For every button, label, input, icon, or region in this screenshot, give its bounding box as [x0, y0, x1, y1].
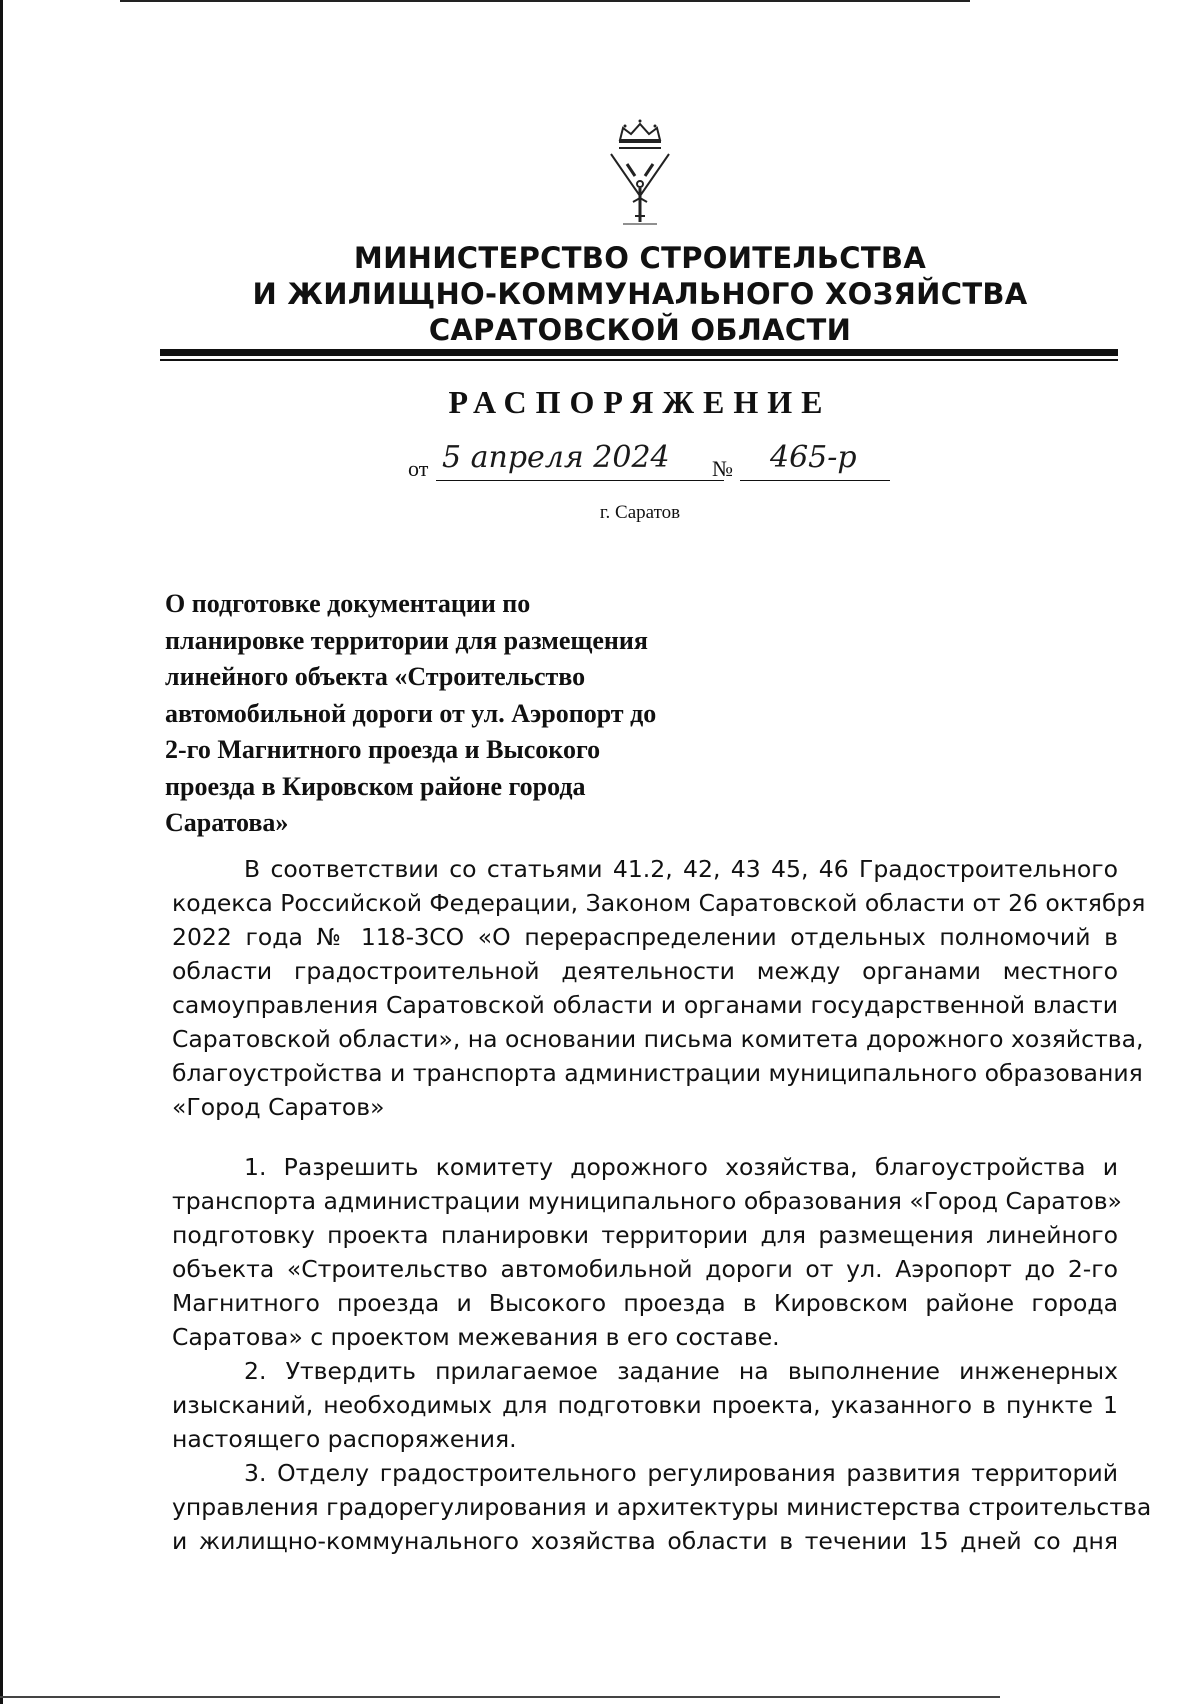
text-line: 2. Утвердить прилагаемое задание на выполнение инженерных: [244, 1357, 1118, 1385]
order-item-2: [172, 1354, 1118, 1456]
handwritten-number: 465-р: [770, 440, 857, 475]
text-line: настоящего распоряжения.: [172, 1425, 517, 1453]
text-line: 1. Разрешить комитету дорожного хозяйства, благоустройства и: [244, 1153, 1118, 1181]
text-line: благоустройства и транспорта администрации муниципального образования: [172, 1059, 1143, 1087]
header-rule-thin: [160, 359, 1118, 361]
text-line: кодекса Российской Федерации, Законом Саратовской области от 26 октября: [172, 889, 1146, 917]
text-line: Саратовской области», на основании письма комитета дорожного хозяйства,: [172, 1025, 1144, 1053]
document-type: РАСПОРЯЖЕНИЕ: [448, 384, 832, 420]
handwritten-date: 5 апреля 2024: [442, 440, 670, 475]
text-line: В соответствии со статьями 41.2, 42, 43 45, 46 Градостроительного: [244, 855, 1118, 883]
city-of-issue: г. Саратов: [599, 502, 681, 523]
ministry-line: И ЖИЛИЩНО-КОММУНАЛЬНОГО ХОЗЯЙСТВА: [252, 277, 1028, 311]
header-rule-thick: [160, 349, 1118, 356]
ministry-name: [150, 240, 1130, 348]
text-line: области градостроительной деятельности между органами местного: [172, 957, 1118, 985]
scan-mark: [0, 700, 3, 722]
subject-line: 2-го Магнитного проезда и Высокого: [165, 735, 601, 764]
scan-edge-top: [0, 0, 1200, 2]
text-line: Саратова» с проектом межевания в его составе.: [172, 1323, 780, 1351]
subject-line: линейного объекта «Строительство: [165, 662, 586, 691]
subject-line: планировке территории для размещения: [165, 625, 648, 655]
text-line: Магнитного проезда и Высокого проезда в Кировском районе города: [172, 1289, 1118, 1317]
text-line: 3. Отделу градостроительного регулирования развития территорий: [244, 1459, 1118, 1487]
scan-edge-left: [0, 0, 3, 1704]
text-line: 2022 года № 118-ЗСО «О перераспределении отдельных полномочий в: [172, 923, 1118, 951]
text-line: объекта «Строительство автомобильной дороги от ул. Аэропорт до 2-го: [172, 1255, 1118, 1283]
number-prefix: №: [712, 456, 733, 481]
number-underline: [740, 480, 890, 481]
order-item-1: [172, 1150, 1122, 1354]
preamble-paragraph: [172, 852, 1146, 1124]
order-item-3: [172, 1456, 1152, 1558]
text-line: транспорта администрации муниципального образования «Город Саратов»: [172, 1187, 1122, 1215]
document-subject: [165, 586, 725, 842]
date-prefix: от: [408, 456, 429, 481]
text-line: и жилищно-коммунального хозяйства области в течении 15 дней со дня: [172, 1527, 1118, 1555]
date-underline: [436, 480, 724, 481]
subject-line: О подготовке документации по: [165, 589, 531, 618]
saratov-coat-of-arms-icon: [605, 118, 675, 236]
subject-line: Саратова»: [165, 808, 289, 837]
ministry-line: МИНИСТЕРСТВО СТРОИТЕЛЬСТВА: [353, 241, 927, 275]
text-line: изысканий, необходимых для подготовки проекта, указанного в пункте 1: [172, 1391, 1118, 1419]
scan-edge-bottom: [0, 1696, 1200, 1698]
subject-line: автомобильной дороги от ул. Аэропорт до: [165, 698, 657, 728]
text-line: самоуправления Саратовской области и органами государственной власти: [172, 991, 1118, 1019]
subject-line: проезда в Кировском районе города: [165, 771, 586, 801]
text-line: «Город Саратов»: [172, 1093, 385, 1121]
ministry-line: САРАТОВСКОЙ ОБЛАСТИ: [428, 313, 852, 347]
text-line: управления градорегулирования и архитектуры министерства строительства: [172, 1493, 1152, 1521]
text-line: подготовку проекта планировки территории для размещения линейного: [172, 1221, 1118, 1249]
